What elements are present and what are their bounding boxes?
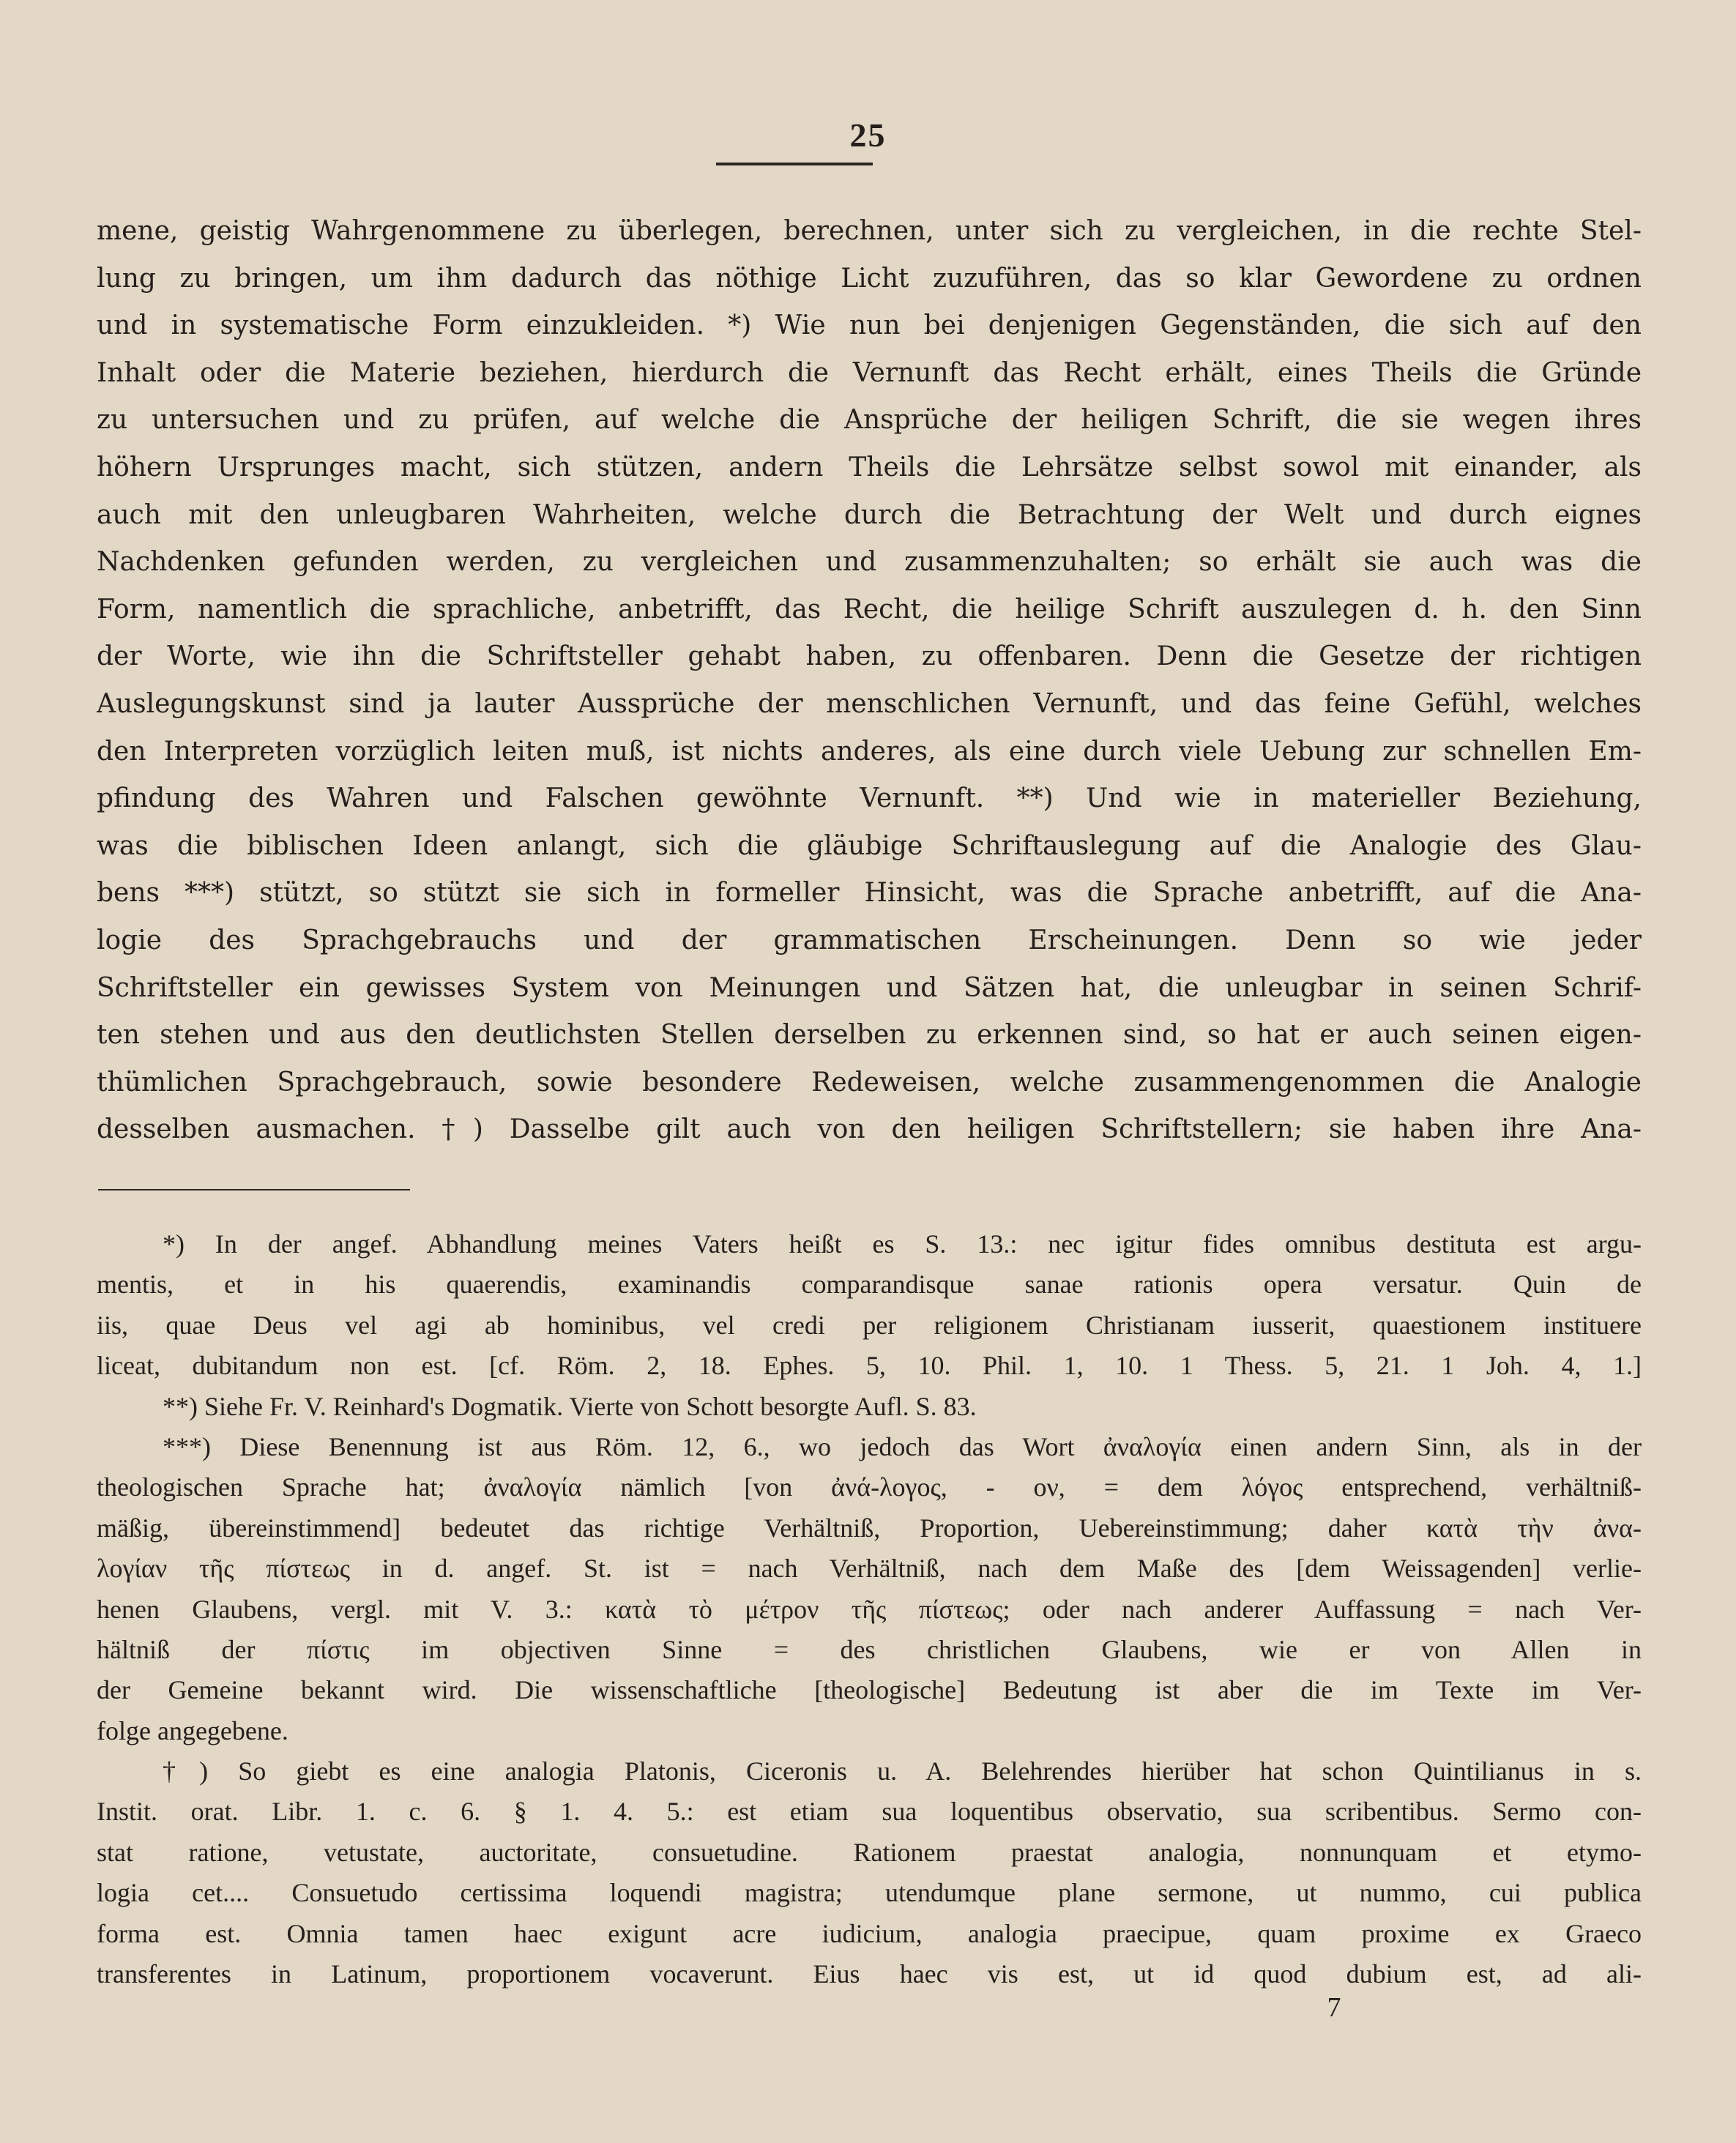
footnote-rule (98, 1189, 410, 1190)
main-text (97, 208, 1642, 1154)
header-rule (716, 163, 873, 165)
footnote-line: hältniß der πίστις im objectiven Sinne = des christlichen Glaubens, wie er von Allen in (97, 1634, 1642, 1664)
text-line: Auslegungskunst sind ja lauter Aussprüche der menschlichen Vernunft, und das feine Gefühl, welches (97, 688, 1642, 719)
text-line: lung zu bringen, um ihm dadurch das nöthige Licht zuzuführen, das so klar Gewordene zu ordnen (97, 263, 1642, 294)
text-line: desselben ausmachen. †) Dasselbe gilt auch von den heiligen Schriftstellern; sie haben ihre Ana- (97, 1114, 1642, 1145)
footnote-line: der Gemeine bekannt wird. Die wissenschaftliche [theologische] Bedeutung ist aber die im Texte im Ver- (97, 1675, 1642, 1705)
text-line: pfindung des Wahren und Falschen gewöhnte Vernunft. **) Und wie in materieller Beziehung, (97, 783, 1642, 814)
footnote-line: stat ratione, vetustate, auctoritate, consuetudine. Rationem praestat analogia, nonnunquam et etymo- (97, 1837, 1642, 1867)
text-line: und in systematische Form einzukleiden. *) Wie nun bei denjenigen Gegenständen, die sich auf den (97, 310, 1642, 341)
signature-mark: 7 (1327, 1992, 1341, 2023)
text-line: Schriftsteller ein gewisses System von Meinungen und Sätzen hat, die unleugbar in seinen Schrif- (97, 972, 1642, 1003)
footnote-line: ***) Diese Benennung ist aus Röm. 12, 6., wo jedoch das Wort ἀναλογία einen andern Sinn, als in der (163, 1431, 1642, 1461)
text-line: thümlichen Sprachgebrauch, sowie besondere Redeweisen, welche zusammengenommen die Analogie (97, 1067, 1642, 1097)
text-line: Inhalt oder die Materie beziehen, hierdurch die Vernunft das Recht erhält, eines Theils die Gründe (97, 357, 1642, 388)
footnote-line: Instit. orat. Libr. 1. c. 6. § 1. 4. 5.: est etiam sua loquentibus observatio, sua scribentibus. Sermo con- (97, 1797, 1642, 1827)
footnote-line: mentis, et in his quaerendis, examinandis comparandisque sanae rationis opera versatur. Quin de (97, 1270, 1642, 1300)
footnote-line: **) Siehe Fr. V. Reinhard's Dogmatik. Vierte von Schott besorgte Aufl. S. 83. (163, 1391, 977, 1421)
footnote-line: theologischen Sprache hat; ἀναλογία nämlich [von ἀνά-λογος, - ον, = dem λόγος entsprechend, verhältniß- (97, 1472, 1642, 1502)
page-number: 25 (849, 116, 887, 154)
text-line: den Interpreten vorzüglich leiten muß, ist nichts anderes, als eine durch viele Uebung zur schnellen Em- (97, 736, 1642, 767)
footnote-line: mäßig, übereinstimmend] bedeutet das richtige Verhältniß, Proportion, Uebereinstimmung; daher κατὰ τὴν ἀνα- (97, 1513, 1642, 1543)
text-line: auch mit den unleugbaren Wahrheiten, welche durch die Betrachtung der Welt und durch eignes (97, 499, 1642, 530)
footnote-line: liceat, dubitandum non est. [cf. Röm. 2, 18. Ephes. 5, 10. Phil. 1, 10. 1 Thess. 5, 21. 1 Joh. 4, 1.] (97, 1351, 1642, 1381)
footnote-line: *) In der angef. Abhandlung meines Vaters heißt es S. 13.: nec igitur fides omnibus destituta est argu- (163, 1229, 1642, 1259)
footnote-line: forma est. Omnia tamen haec exigunt acre iudicium, analogia praecipue, quam proxime ex Graeco (97, 1918, 1642, 1948)
footnote-line: transferentes in Latinum, proportionem vocaverunt. Eius haec vis est, ut id quod dubium est, ad ali- (97, 1959, 1642, 1989)
text-line: zu untersuchen und zu prüfen, auf welche die Ansprüche der heiligen Schrift, die sie wegen ihres (97, 405, 1642, 436)
text-line: bens ***) stützt, so stützt sie sich in formeller Hinsicht, was die Sprache anbetrifft, auf die Ana- (97, 878, 1642, 909)
text-line: logie des Sprachgebrauchs und der grammatischen Erscheinungen. Denn so wie jeder (97, 925, 1642, 955)
text-line: ten stehen und aus den deutlichsten Stellen derselben zu erkennen sind, so hat er auch seinen eigen- (97, 1020, 1642, 1051)
footnote-line: iis, quae Deus vel agi ab hominibus, vel credi per religionem Christianam iusserit, quaestionem instituere (97, 1310, 1642, 1340)
footnote-line: †) So giebt es eine analogia Platonis, Ciceronis u. A. Belehrendes hierüber hat schon Quintilianus in s. (163, 1756, 1642, 1786)
footnote-line: λογίαν τῆς πίστεως in d. angef. St. ist = nach Verhältniß, nach dem Maße des [dem Weissagenden] verlie- (97, 1554, 1642, 1584)
footnotes (97, 1224, 1642, 1994)
footnote-line: henen Glaubens, vergl. mit V. 3.: κατὰ τὸ μέτρον τῆς πίστεως; oder nach anderer Auffassung = nach Ver- (97, 1594, 1642, 1624)
footnote-line: logia cet.... Consuetudo certissima loquendi magistra; utendumque plane sermone, ut nummo, cui publica (97, 1878, 1642, 1908)
footnote-line: folge angegebene. (97, 1715, 288, 1745)
text-line: was die biblischen Ideen anlangt, sich die gläubige Schriftauslegung auf die Analogie des Glau- (97, 830, 1642, 861)
text-line: Form, namentlich die sprachliche, anbetrifft, das Recht, die heilige Schrift auszulegen d. h. den Sinn (97, 594, 1642, 625)
text-line: höhern Ursprunges macht, sich stützen, andern Theils die Lehrsätze selbst sowol mit einander, als (97, 452, 1642, 482)
text-line: der Worte, wie ihn die Schriftsteller gehabt haben, zu offenbaren. Denn die Gesetze der richtigen (97, 641, 1642, 672)
text-line: mene, geistig Wahrgenommene zu überlegen, berechnen, unter sich zu vergleichen, in die rechte Stel- (97, 216, 1642, 246)
text-line: Nachdenken gefunden werden, zu vergleichen und zusammenzuhalten; so erhält sie auch was die (97, 547, 1642, 578)
